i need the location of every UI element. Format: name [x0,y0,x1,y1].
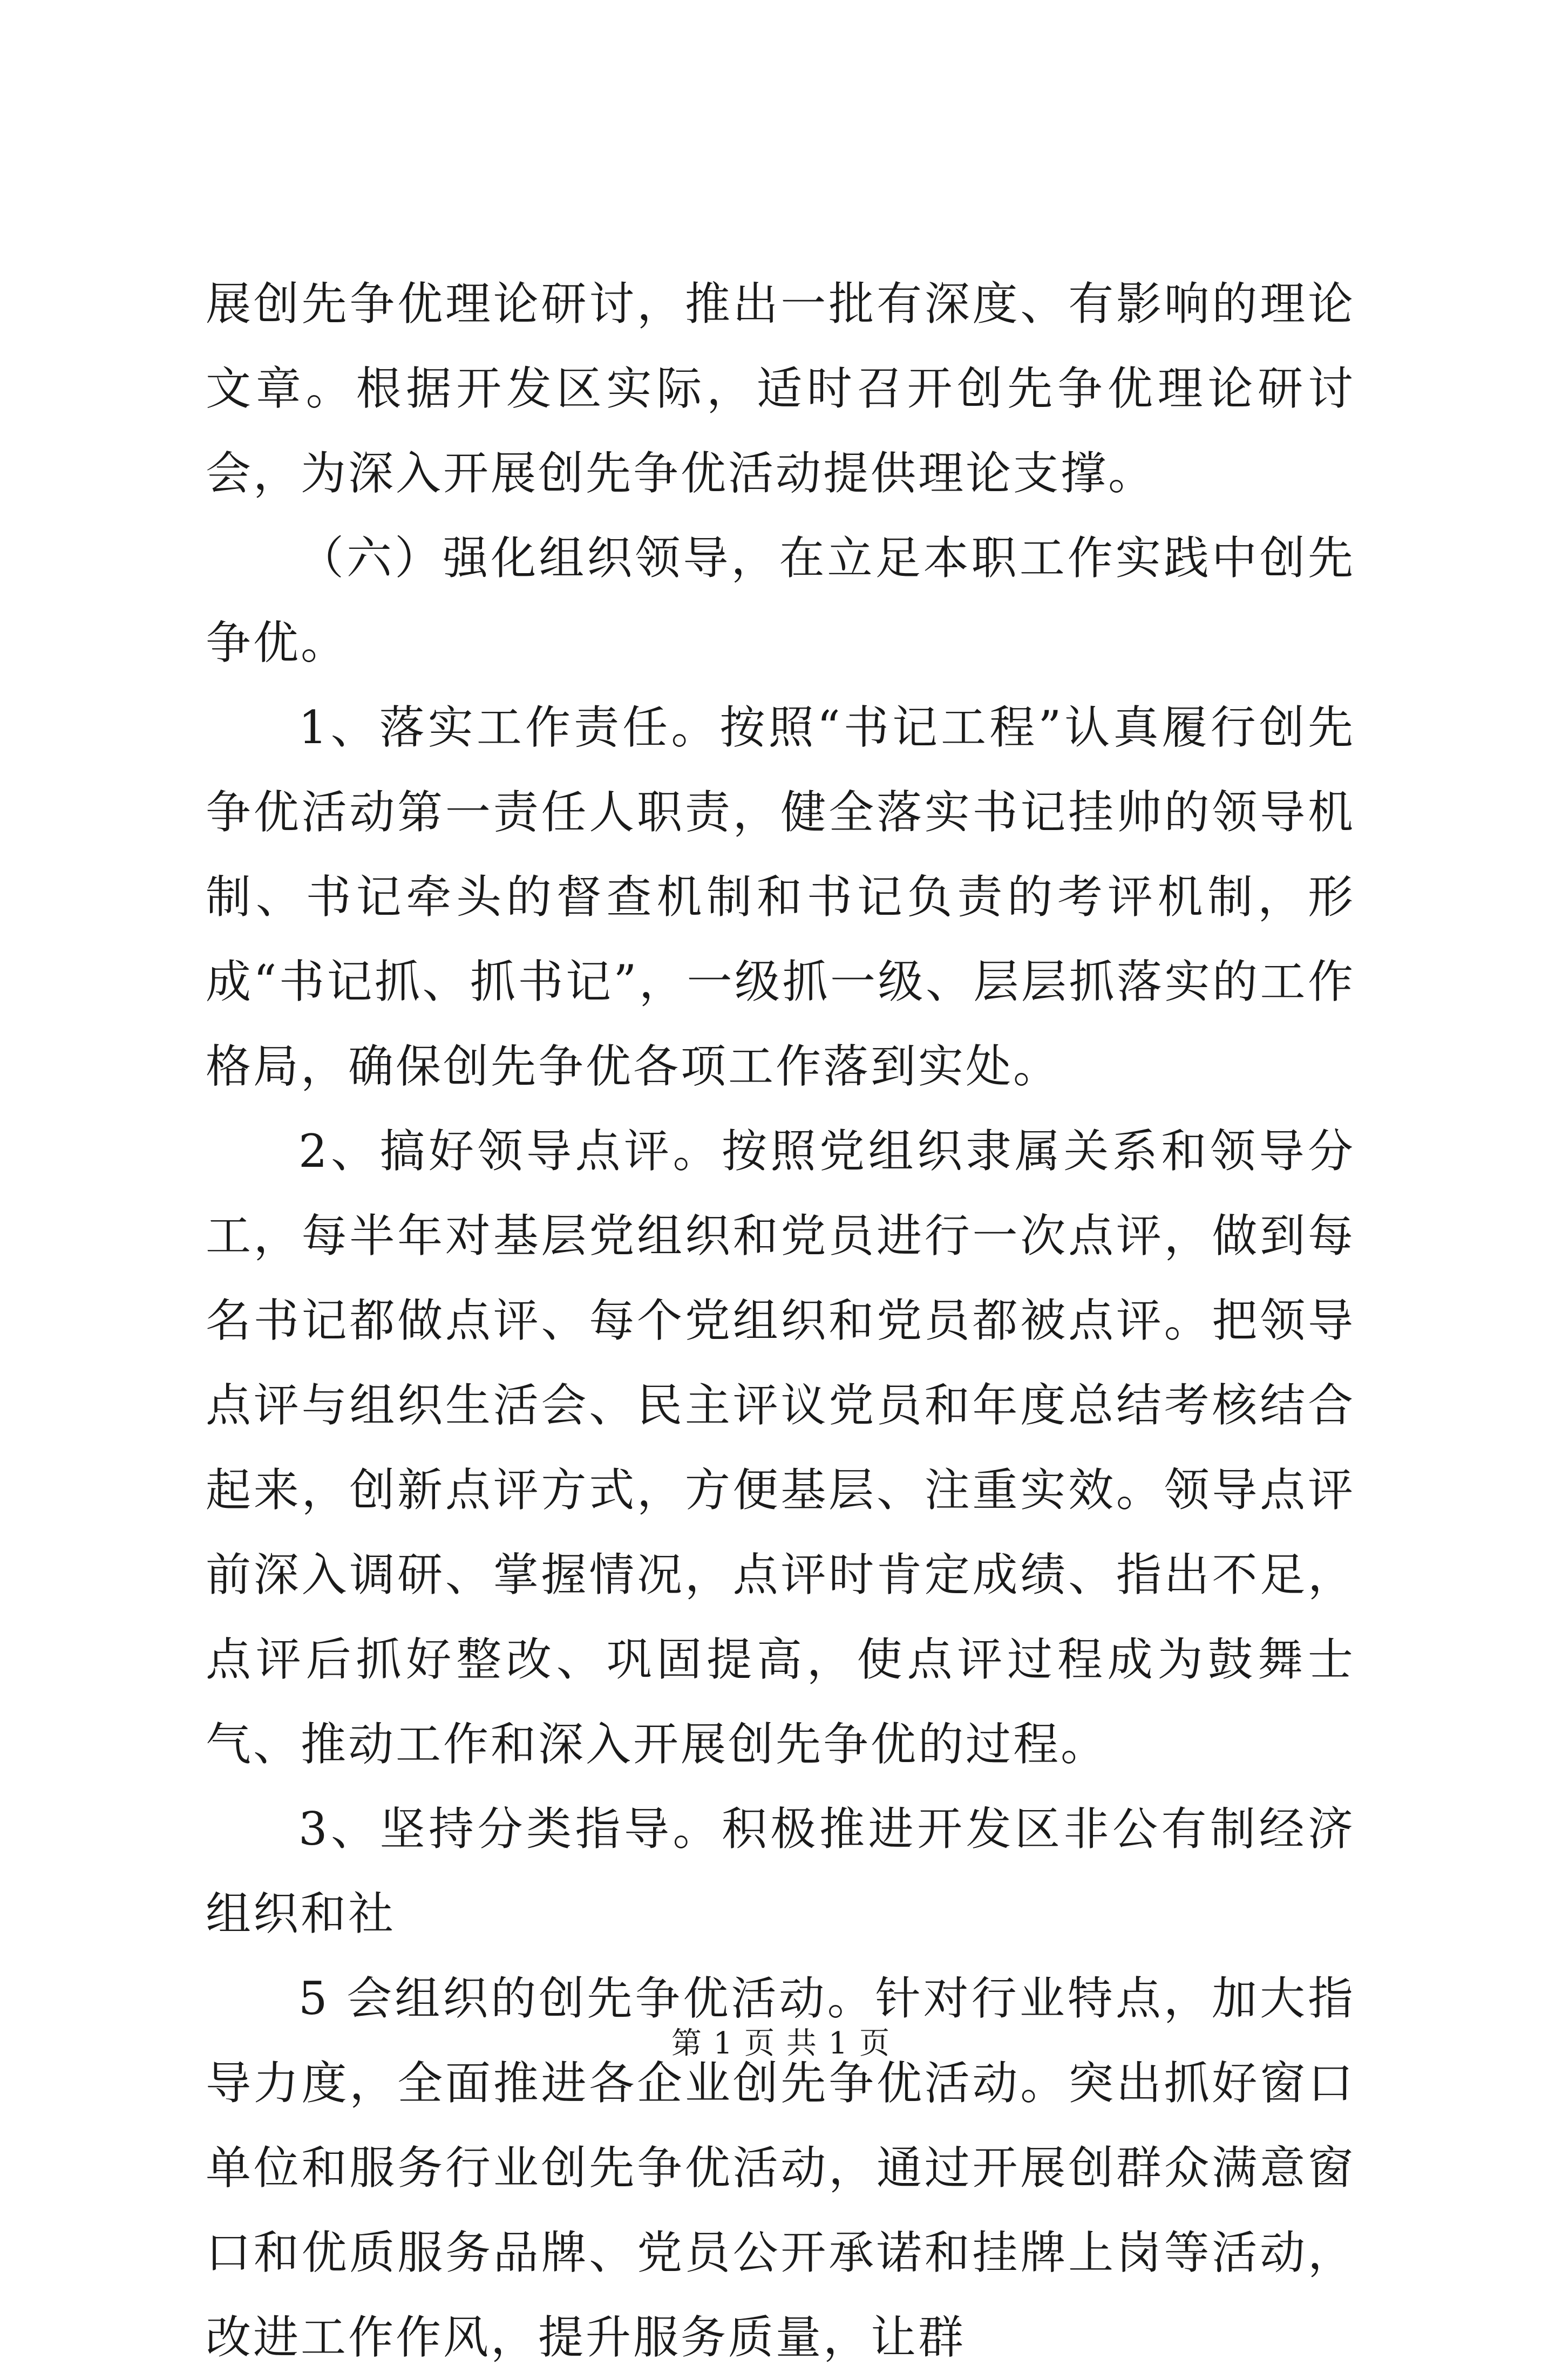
paragraph-item-3-continued: 5 会组织的创先争优活动。针对行业特点，加大指导力度，全面推进各企业创先争优活动。突出抓好窗口单位和服务行业创先争优活动，通过开展创群众满意窗口和优质服务品牌、党员公开承诺和挂牌上岗等活动，改进工作作风，提升服务质量，让群 [206,1972,1355,2364]
page-footer: 第 1 页 共 1 页 [671,2026,891,2061]
paragraph-continuation: 展创先争优理论研讨，推出一批有深度、有影响的理论文章。根据开发区实际，适时召开创先争优理论研讨会，为深入开展创先争优活动提供理论支撑。 [206,277,1355,500]
paragraph-item-3: 3、坚持分类指导。积极推进开发区非公有制经济组织和社 [206,1803,1355,1940]
paragraph-item-2: 2、搞好领导点评。按照党组织隶属关系和领导分工，每半年对基层党组织和党员进行一次点评，做到每名书记都做点评、每个党组织和党员都被点评。把领导点评与组织生活会、民主评议党员和年度总结考核结合起来，创新点评方式，方便基层、注重实效。领导点评前深入调研、掌握情况，点评时肯定成绩、指出不足，点评后抓好整改、巩固提高，使点评过程成为鼓舞士气、推动工作和深入开展创先争优的过程。 [206,1125,1355,1771]
section-heading-6: （六）强化组织领导，在立足本职工作实践中创先争优。 [206,532,1355,669]
paragraph-item-1: 1、落实工作责任。按照“书记工程”认真履行创先争优活动第一责任人职责，健全落实书记挂帅的领导机制、书记牵头的督查机制和书记负责的考评机制，形成“书记抓、抓书记”，一级抓一级、层层抓落实的工作格局，确保创先争优各项工作落到实处。 [206,701,1355,1093]
